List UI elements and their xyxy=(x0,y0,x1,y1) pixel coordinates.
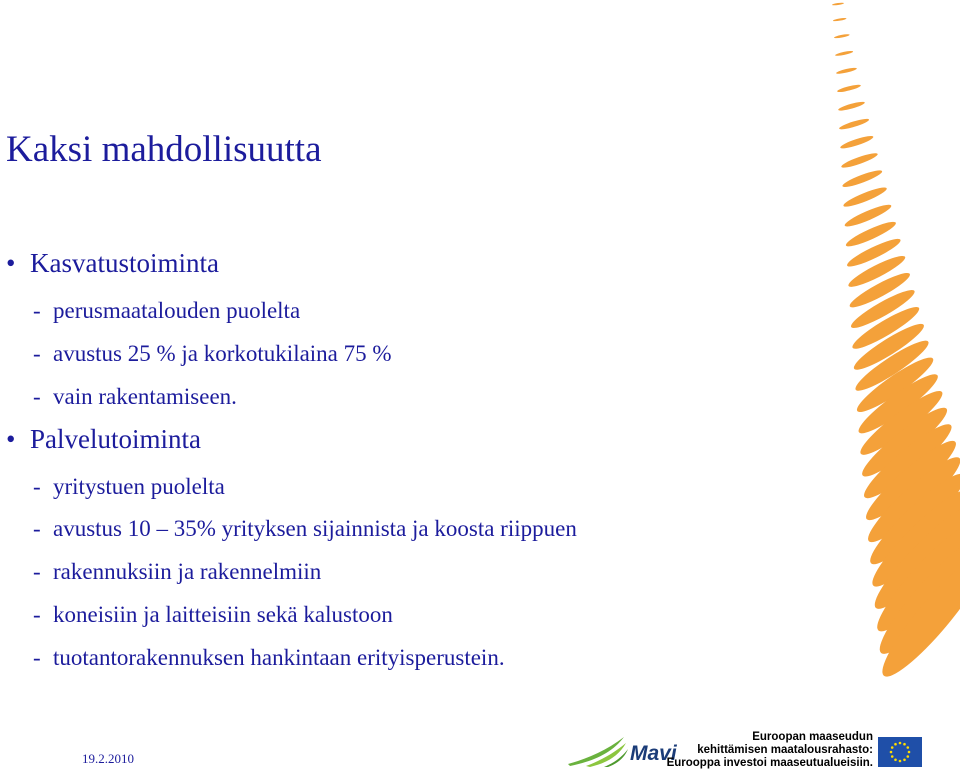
swoosh-petal xyxy=(832,2,844,6)
slide-date: 19.2.2010 xyxy=(82,751,134,766)
list-item xyxy=(33,341,392,367)
dash: - xyxy=(33,298,41,323)
list-item-text: avustus 25 % ja korkotukilaina 75 % xyxy=(53,341,392,366)
swoosh-petal xyxy=(836,67,857,75)
list-item xyxy=(33,602,393,628)
slide-title: Kaksi mahdollisuutta xyxy=(6,129,322,170)
eu-flag-icon xyxy=(878,737,922,767)
list-item-text: vain rakentamiseen. xyxy=(53,384,237,409)
eu-star xyxy=(908,751,911,754)
list-item xyxy=(33,384,237,410)
swoosh-shapes xyxy=(832,2,960,686)
list-item-text: avustus 10 – 35% yrityksen sijainnista ja koosta riippuen xyxy=(53,516,577,541)
list-item-text: tuotantorakennuksen hankintaan erityisperustein. xyxy=(53,645,505,670)
eu-fund-text xyxy=(667,731,873,770)
swoosh-petal xyxy=(840,151,879,170)
dash: - xyxy=(33,602,41,627)
dash: - xyxy=(33,516,41,541)
dash: - xyxy=(33,559,41,584)
eu-star xyxy=(894,743,897,746)
bullet-dot: • xyxy=(6,248,16,278)
list-item xyxy=(33,474,225,500)
dash: - xyxy=(33,341,41,366)
dash: - xyxy=(33,474,41,499)
list-item-text: koneisiin ja laitteisiin sekä kalustoon xyxy=(53,602,393,627)
swoosh-petal xyxy=(833,17,847,21)
eu-star xyxy=(891,755,894,758)
eu-star xyxy=(890,751,893,754)
section-heading-palvelutoiminta xyxy=(6,424,201,455)
eu-star xyxy=(906,746,909,749)
swoosh-petal xyxy=(834,33,850,38)
eu-line-2: kehittämisen maatalousrahasto: xyxy=(697,744,873,756)
eu-star xyxy=(903,758,906,761)
swoosh-petal xyxy=(838,117,869,131)
eu-star xyxy=(891,746,894,749)
list-item-text: perusmaatalouden puolelta xyxy=(53,298,301,323)
eu-star xyxy=(903,743,906,746)
dash: - xyxy=(33,384,41,409)
list-item xyxy=(33,645,505,671)
mavi-logo-text: Mavi xyxy=(630,742,677,765)
eu-star xyxy=(899,760,902,763)
list-item-text: yritystuen puolelta xyxy=(53,474,225,499)
swoosh-petal xyxy=(837,83,862,93)
bullet-dot: • xyxy=(6,424,16,454)
eu-star xyxy=(894,758,897,761)
list-item xyxy=(33,559,321,585)
section-heading-text: Palvelutoiminta xyxy=(30,424,201,454)
swoosh-petal xyxy=(835,50,854,57)
list-item-text: rakennuksiin ja rakennelmiin xyxy=(53,559,322,584)
eu-line-1: Euroopan maaseudun xyxy=(752,731,873,743)
section-heading-text: Kasvatustoiminta xyxy=(30,248,219,278)
swoosh-petal xyxy=(842,184,888,209)
swoosh-petal xyxy=(841,168,883,190)
swoosh-petal xyxy=(839,134,874,151)
eu-line-3: Eurooppa investoi maaseutualueisiin. xyxy=(666,757,873,769)
dash: - xyxy=(33,645,41,670)
eu-star xyxy=(906,755,909,758)
eu-star xyxy=(899,742,902,745)
list-item xyxy=(33,516,577,542)
section-heading-kasvatustoiminta xyxy=(6,248,219,279)
list-item xyxy=(33,298,300,324)
swoosh-petal xyxy=(838,100,866,112)
